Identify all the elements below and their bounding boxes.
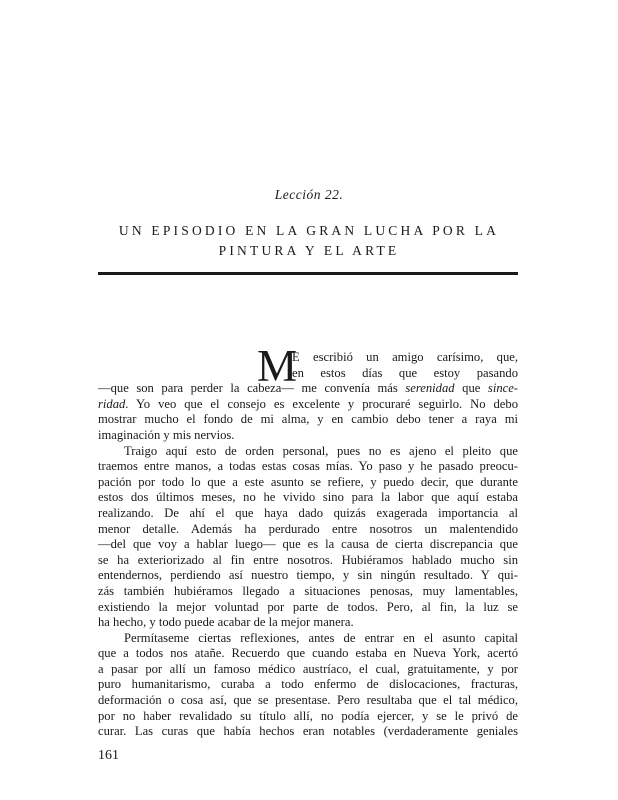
text-line: puro humanitarismo, curaba a todo enfermo de dislocaciones, fracturas, xyxy=(98,677,518,692)
chapter-title-line-1: UN EPISODIO EN LA GRAN LUCHA POR LA xyxy=(118,223,500,238)
text-line: deformación o cosa así, que se presentase. Pero resultaba que el tal médico, xyxy=(98,693,518,708)
text-line: Traigo aquí esto de orden personal, pues no es ajeno el pleito que xyxy=(124,443,518,458)
page-number: 161 xyxy=(98,748,119,763)
paragraph-1 xyxy=(98,341,518,444)
text-line: por no haber revalidado su título allí, no podía ejercer, y se le privó de xyxy=(98,708,518,723)
title-rule xyxy=(98,272,518,275)
text-line: pación por todo lo que a este asunto se refiere, y puedo decir, que durante xyxy=(98,474,518,489)
text-line: estos dos últimos meses, no he vivido sino para la labor que aquí estaba xyxy=(98,490,518,505)
text-line: —que son para perder la cabeza— me convenía más serenidad que since- xyxy=(98,381,518,396)
chapter-title xyxy=(100,221,518,261)
text-line: entendernos, perdiendo así nuestro tiempo, y sin ningún resultado. Y qui- xyxy=(98,568,518,583)
text-line: ha hecho, y todo puede acabar de la mejor manera. xyxy=(98,615,354,630)
text-line: menor detalle. Además ha perdurado entre nosotros un malentendido xyxy=(98,521,518,536)
text-line: se ha exteriorizado al fin entre nosotros. Hubiéramos hablado mucho sin xyxy=(98,552,518,567)
text-line: zás también hubiéramos llegado a situaciones penosas, muy lamentables, xyxy=(98,583,518,598)
text-line: a pasar por allí un famoso médico austríaco, el cual, gratuitamente, y por xyxy=(98,661,518,676)
lesson-label: Lección 22. xyxy=(274,187,344,202)
text-line: existiendo la mejor voluntad por parte de todos. Pero, al fin, la luz se xyxy=(98,599,518,614)
body-text xyxy=(98,341,518,740)
chapter-title-line-2: PINTURA Y EL ARTE xyxy=(218,243,400,258)
text-line: en estos días que estoy pasando xyxy=(292,365,518,380)
text-line: realizando. De ahí el que haya dado quizás exagerada importancia al xyxy=(98,505,518,520)
text-line: que a todos nos atañe. Recuerdo que cuando estaba en Nueva York, acertó xyxy=(98,646,518,661)
paragraph-3 xyxy=(98,631,518,740)
text-line: mostrar mucho el fondo de mi alma, y en cambio debo tener a raya mi xyxy=(98,412,518,427)
text-line: ridad. Yo veo que el consejo es excelente y procuraré seguirlo. No debo xyxy=(98,396,518,411)
drop-cap: M xyxy=(257,341,298,391)
text-line: imaginación y mis nervios. xyxy=(98,427,235,442)
paragraph-2 xyxy=(98,444,518,631)
text-line: curar. Las curas que había hechos eran notables (verdaderamente geniales xyxy=(98,724,518,739)
text-line: —del que voy a hablar luego— que es la causa de cierta discrepancia que xyxy=(98,537,518,552)
text-line: Permítaseme ciertas reflexiones, antes de entrar en el asunto capital xyxy=(124,630,518,645)
text-line: E escribió un amigo carísimo, que, xyxy=(292,350,518,364)
text-line: traemos entre manos, a todas estas cosas mías. Yo paso y he pasado preocu- xyxy=(98,459,518,474)
